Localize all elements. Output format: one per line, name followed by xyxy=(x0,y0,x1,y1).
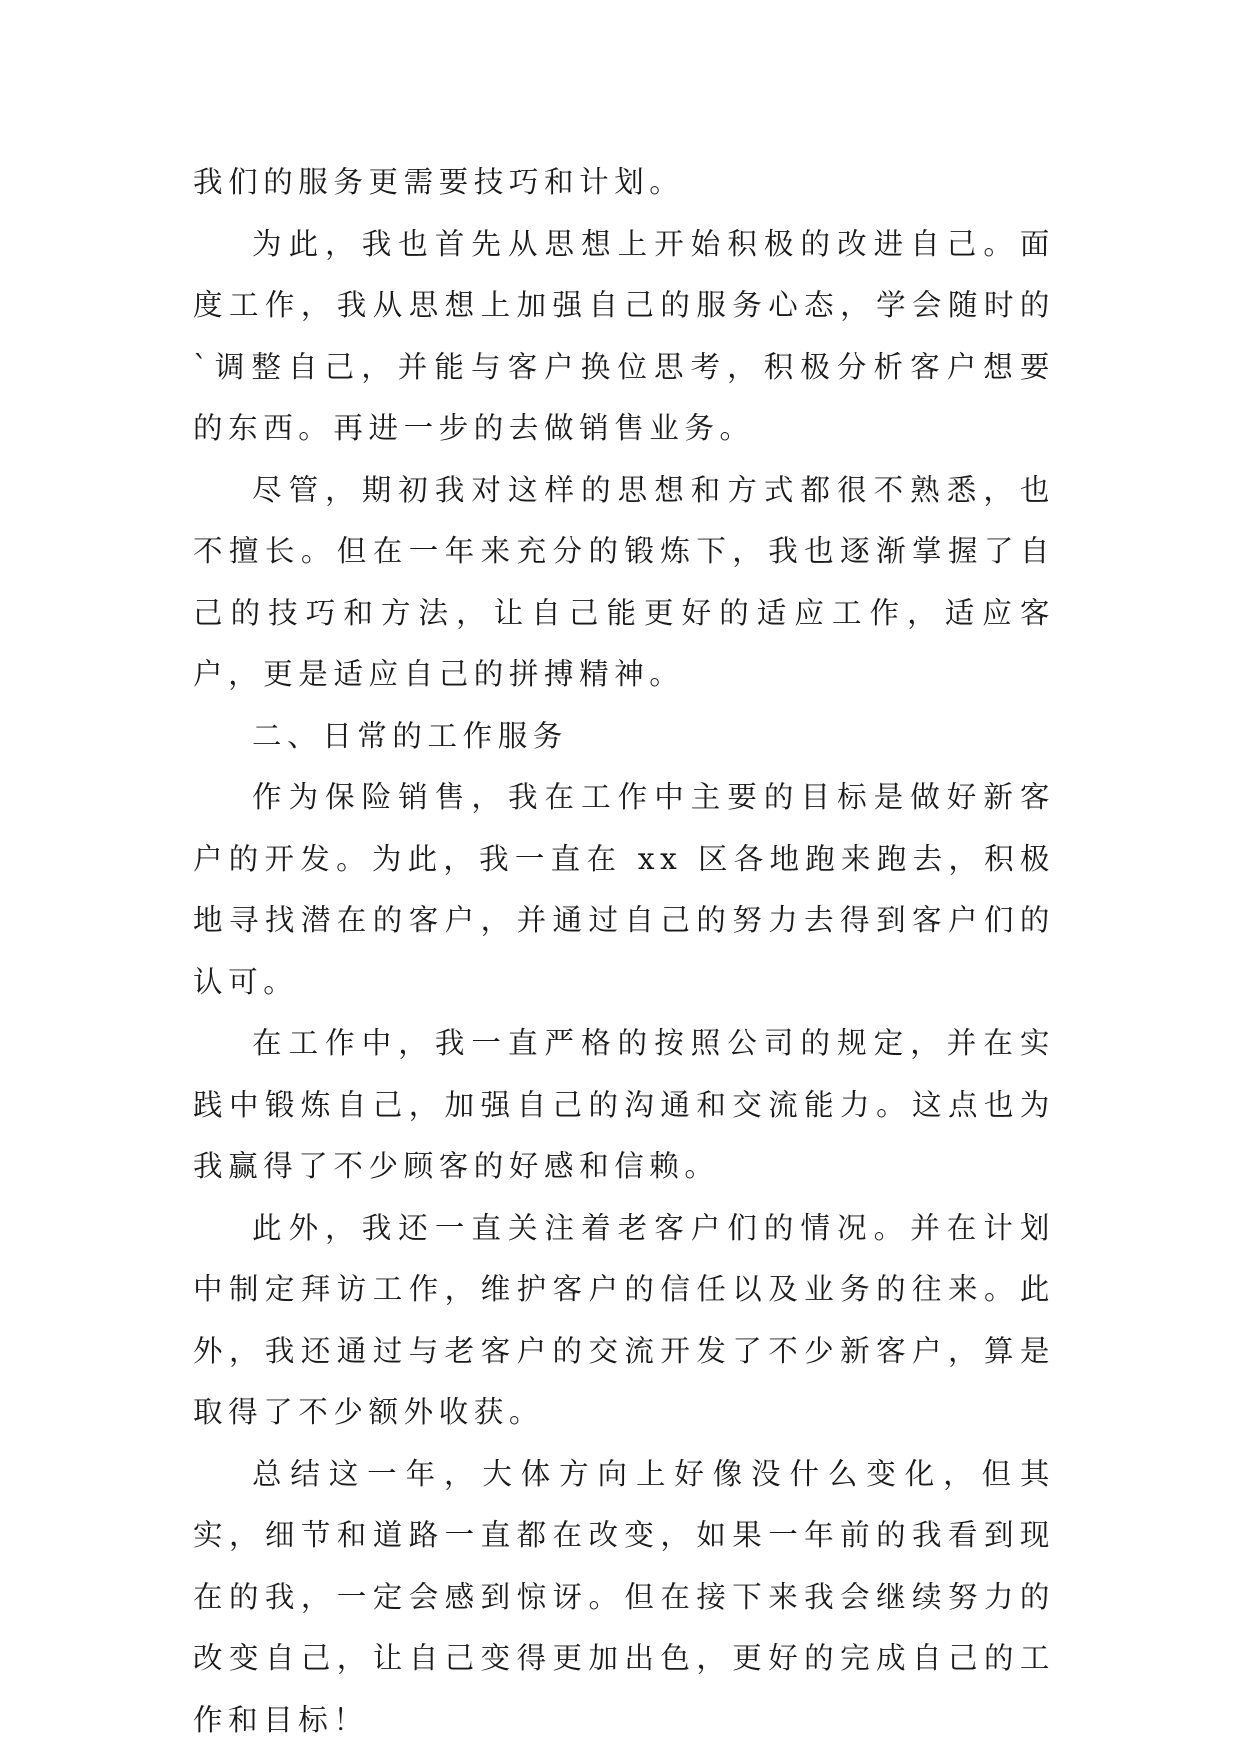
paragraph-summary: 总结这一年，大体方向上好像没什么变化，但其实，细节和道路一直都在改变，如果一年前的我看到现在的我，一定会感到惊讶。但在接下来我会继续努力的改变自己，让自己变得更加出色，更好的完成自己的工作和目标！ xyxy=(193,1456,1055,1737)
paragraph-mindset: 为此，我也首先从思想上开始积极的改进自己。面度工作，我从思想上加强自己的服务心态，学会随时的`调整自己，并能与客户换位思考，积极分析客户想要的东西。再进一步的去做销售业务。 xyxy=(193,226,1055,445)
paragraph-company-rules: 在工作中，我一直严格的按照公司的规定，并在实践中锻炼自己，加强自己的沟通和交流能力。这点也为我赢得了不少顾客的好感和信赖。 xyxy=(193,1026,1055,1183)
paragraph-skills: 尽管，期初我对这样的思想和方式都很不熟悉，也不擅长。但在一年来充分的锻炼下，我也逐渐掌握了自己的技巧和方法，让自己能更好的适应工作，适应客户，更是适应自己的拼搏精神。 xyxy=(193,472,1055,691)
paragraph-old-clients: 此外，我还一直关注着老客户们的情况。并在计划中制定拜访工作，维护客户的信任以及业务的往来。此外，我还通过与老客户的交流开发了不少新客户，算是取得了不少额外收获。 xyxy=(193,1210,1055,1429)
section-heading-daily-service: 二、日常的工作服务 xyxy=(252,718,568,753)
paragraph-new-clients: 作为保险销售，我在工作中主要的目标是做好新客户的开发。为此，我一直在 xx 区各地跑来跑去，积极地寻找潜在的客户，并通过自己的努力去得到客户们的认可。 xyxy=(193,780,1055,999)
paragraph-continuation: 我们的服务更需要技巧和计划。 xyxy=(193,165,685,199)
document-body xyxy=(193,152,1055,1751)
